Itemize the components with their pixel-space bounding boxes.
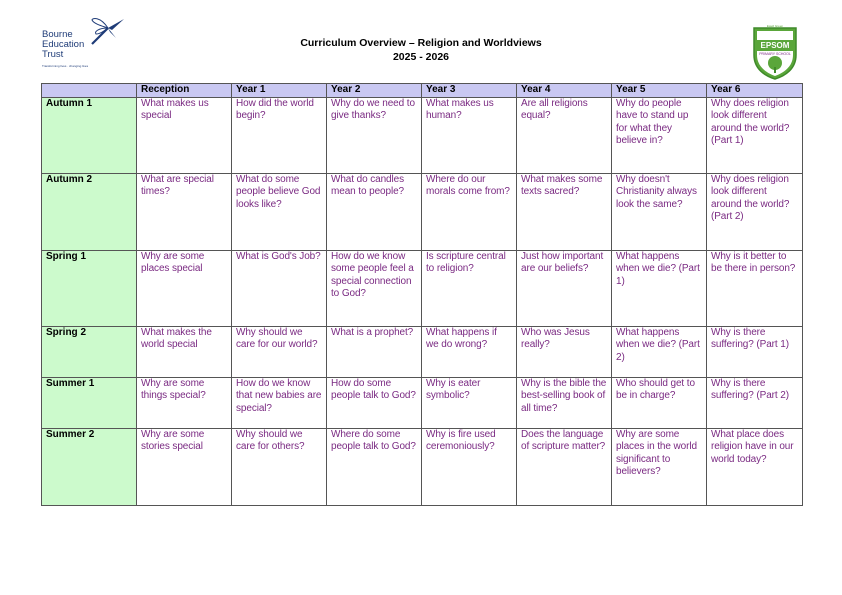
table-row: [42, 250, 803, 326]
curriculum-table: [41, 83, 803, 506]
table-row: [42, 173, 803, 250]
org-name-line: Trust: [42, 49, 64, 60]
table-cell: What do candles mean to people?: [327, 173, 422, 250]
table-cell: Why should we care for our world?: [232, 326, 327, 377]
table-cell: Are all religions equal?: [517, 97, 612, 173]
table-cell: Who was Jesus really?: [517, 326, 612, 377]
term-label: Summer 1: [42, 377, 137, 428]
table-cell: What makes us human?: [422, 97, 517, 173]
org-tagline: Transforming lives · changing lives: [42, 64, 89, 68]
table-cell: Just how important are our beliefs?: [517, 250, 612, 326]
table-cell: Why are some places special: [137, 250, 232, 326]
school-badge: [751, 25, 799, 86]
table-cell: What happens if we do wrong?: [422, 326, 517, 377]
table-cell: Where do some people talk to God?: [327, 428, 422, 505]
badge-sub: PRIMARY SCHOOL: [759, 52, 791, 56]
column-header: Year 6: [707, 84, 803, 98]
term-label: Autumn 2: [42, 173, 137, 250]
table-cell: Does the language of scripture matter?: [517, 428, 612, 505]
column-header: Reception: [137, 84, 232, 98]
table-cell: What are special times?: [137, 173, 232, 250]
column-header: Year 3: [422, 84, 517, 98]
table-cell: What makes the world special: [137, 326, 232, 377]
table-cell: What makes some texts sacred?: [517, 173, 612, 250]
table-header-row: [42, 84, 803, 98]
column-header: [42, 84, 137, 98]
table-cell: Is scripture central to religion?: [422, 250, 517, 326]
term-label: Spring 1: [42, 250, 137, 326]
table-cell: Why is the bible the best-selling book of all time?: [517, 377, 612, 428]
table-cell: Why are some stories special: [137, 428, 232, 505]
table-row: [42, 97, 803, 173]
table-cell: What do some people believe God looks like?: [232, 173, 327, 250]
table-cell: Why is it better to be there in person?: [707, 250, 803, 326]
org-name-line: Education: [42, 39, 85, 50]
term-label: Autumn 1: [42, 97, 137, 173]
table-row: [42, 326, 803, 377]
table-cell: Why is there suffering? (Part 2): [707, 377, 803, 428]
table-cell: How do we know some people feel a special connection to God?: [327, 250, 422, 326]
table-cell: What happens when we die? (Part 1): [612, 250, 707, 326]
badge-top: Ewell Green: [766, 25, 784, 28]
table-cell: What is God's Job?: [232, 250, 327, 326]
table-cell: What makes us special: [137, 97, 232, 173]
table-cell: Why does religion look different around the world? (Part 2): [707, 173, 803, 250]
table-cell: Why does religion look different around the world? (Part 1): [707, 97, 803, 173]
table-row: [42, 377, 803, 428]
table-cell: What place does religion have in our world today?: [707, 428, 803, 505]
table-cell: What happens when we die? (Part 2): [612, 326, 707, 377]
school-shield-icon: [751, 25, 799, 81]
column-header: Year 4: [517, 84, 612, 98]
table-cell: Why are some places in the world significant to believers?: [612, 428, 707, 505]
column-header: Year 2: [327, 84, 422, 98]
table-cell: Why do people have to stand up for what they believe in?: [612, 97, 707, 173]
table-cell: Why are some things special?: [137, 377, 232, 428]
table-cell: Why is fire used ceremoniously?: [422, 428, 517, 505]
table-cell: How did the world begin?: [232, 97, 327, 173]
table-cell: Why doesn't Christianity always look the same?: [612, 173, 707, 250]
term-label: Spring 2: [42, 326, 137, 377]
column-header: Year 1: [232, 84, 327, 98]
org-name-line: Bourne: [42, 29, 73, 40]
table-cell: Why is eater symbolic?: [422, 377, 517, 428]
table-cell: How do some people talk to God?: [327, 377, 422, 428]
academic-year: 2025 - 2026: [392, 51, 450, 63]
page-title: [0, 36, 842, 64]
table-cell: Why should we care for others?: [232, 428, 327, 505]
table-cell: How do we know that new babies are special?: [232, 377, 327, 428]
table-cell: Why do we need to give thanks?: [327, 97, 422, 173]
table-cell: Who should get to be in charge?: [612, 377, 707, 428]
table-cell: Why is there suffering? (Part 1): [707, 326, 803, 377]
table-cell: What is a prophet?: [327, 326, 422, 377]
badge-name: EPSOM: [760, 41, 790, 50]
table-row: [42, 428, 803, 505]
table-cell: Where do our morals come from?: [422, 173, 517, 250]
term-label: Summer 2: [42, 428, 137, 505]
column-header: Year 5: [612, 84, 707, 98]
document-title: Curriculum Overview – Religion and Worldviews: [300, 37, 542, 49]
